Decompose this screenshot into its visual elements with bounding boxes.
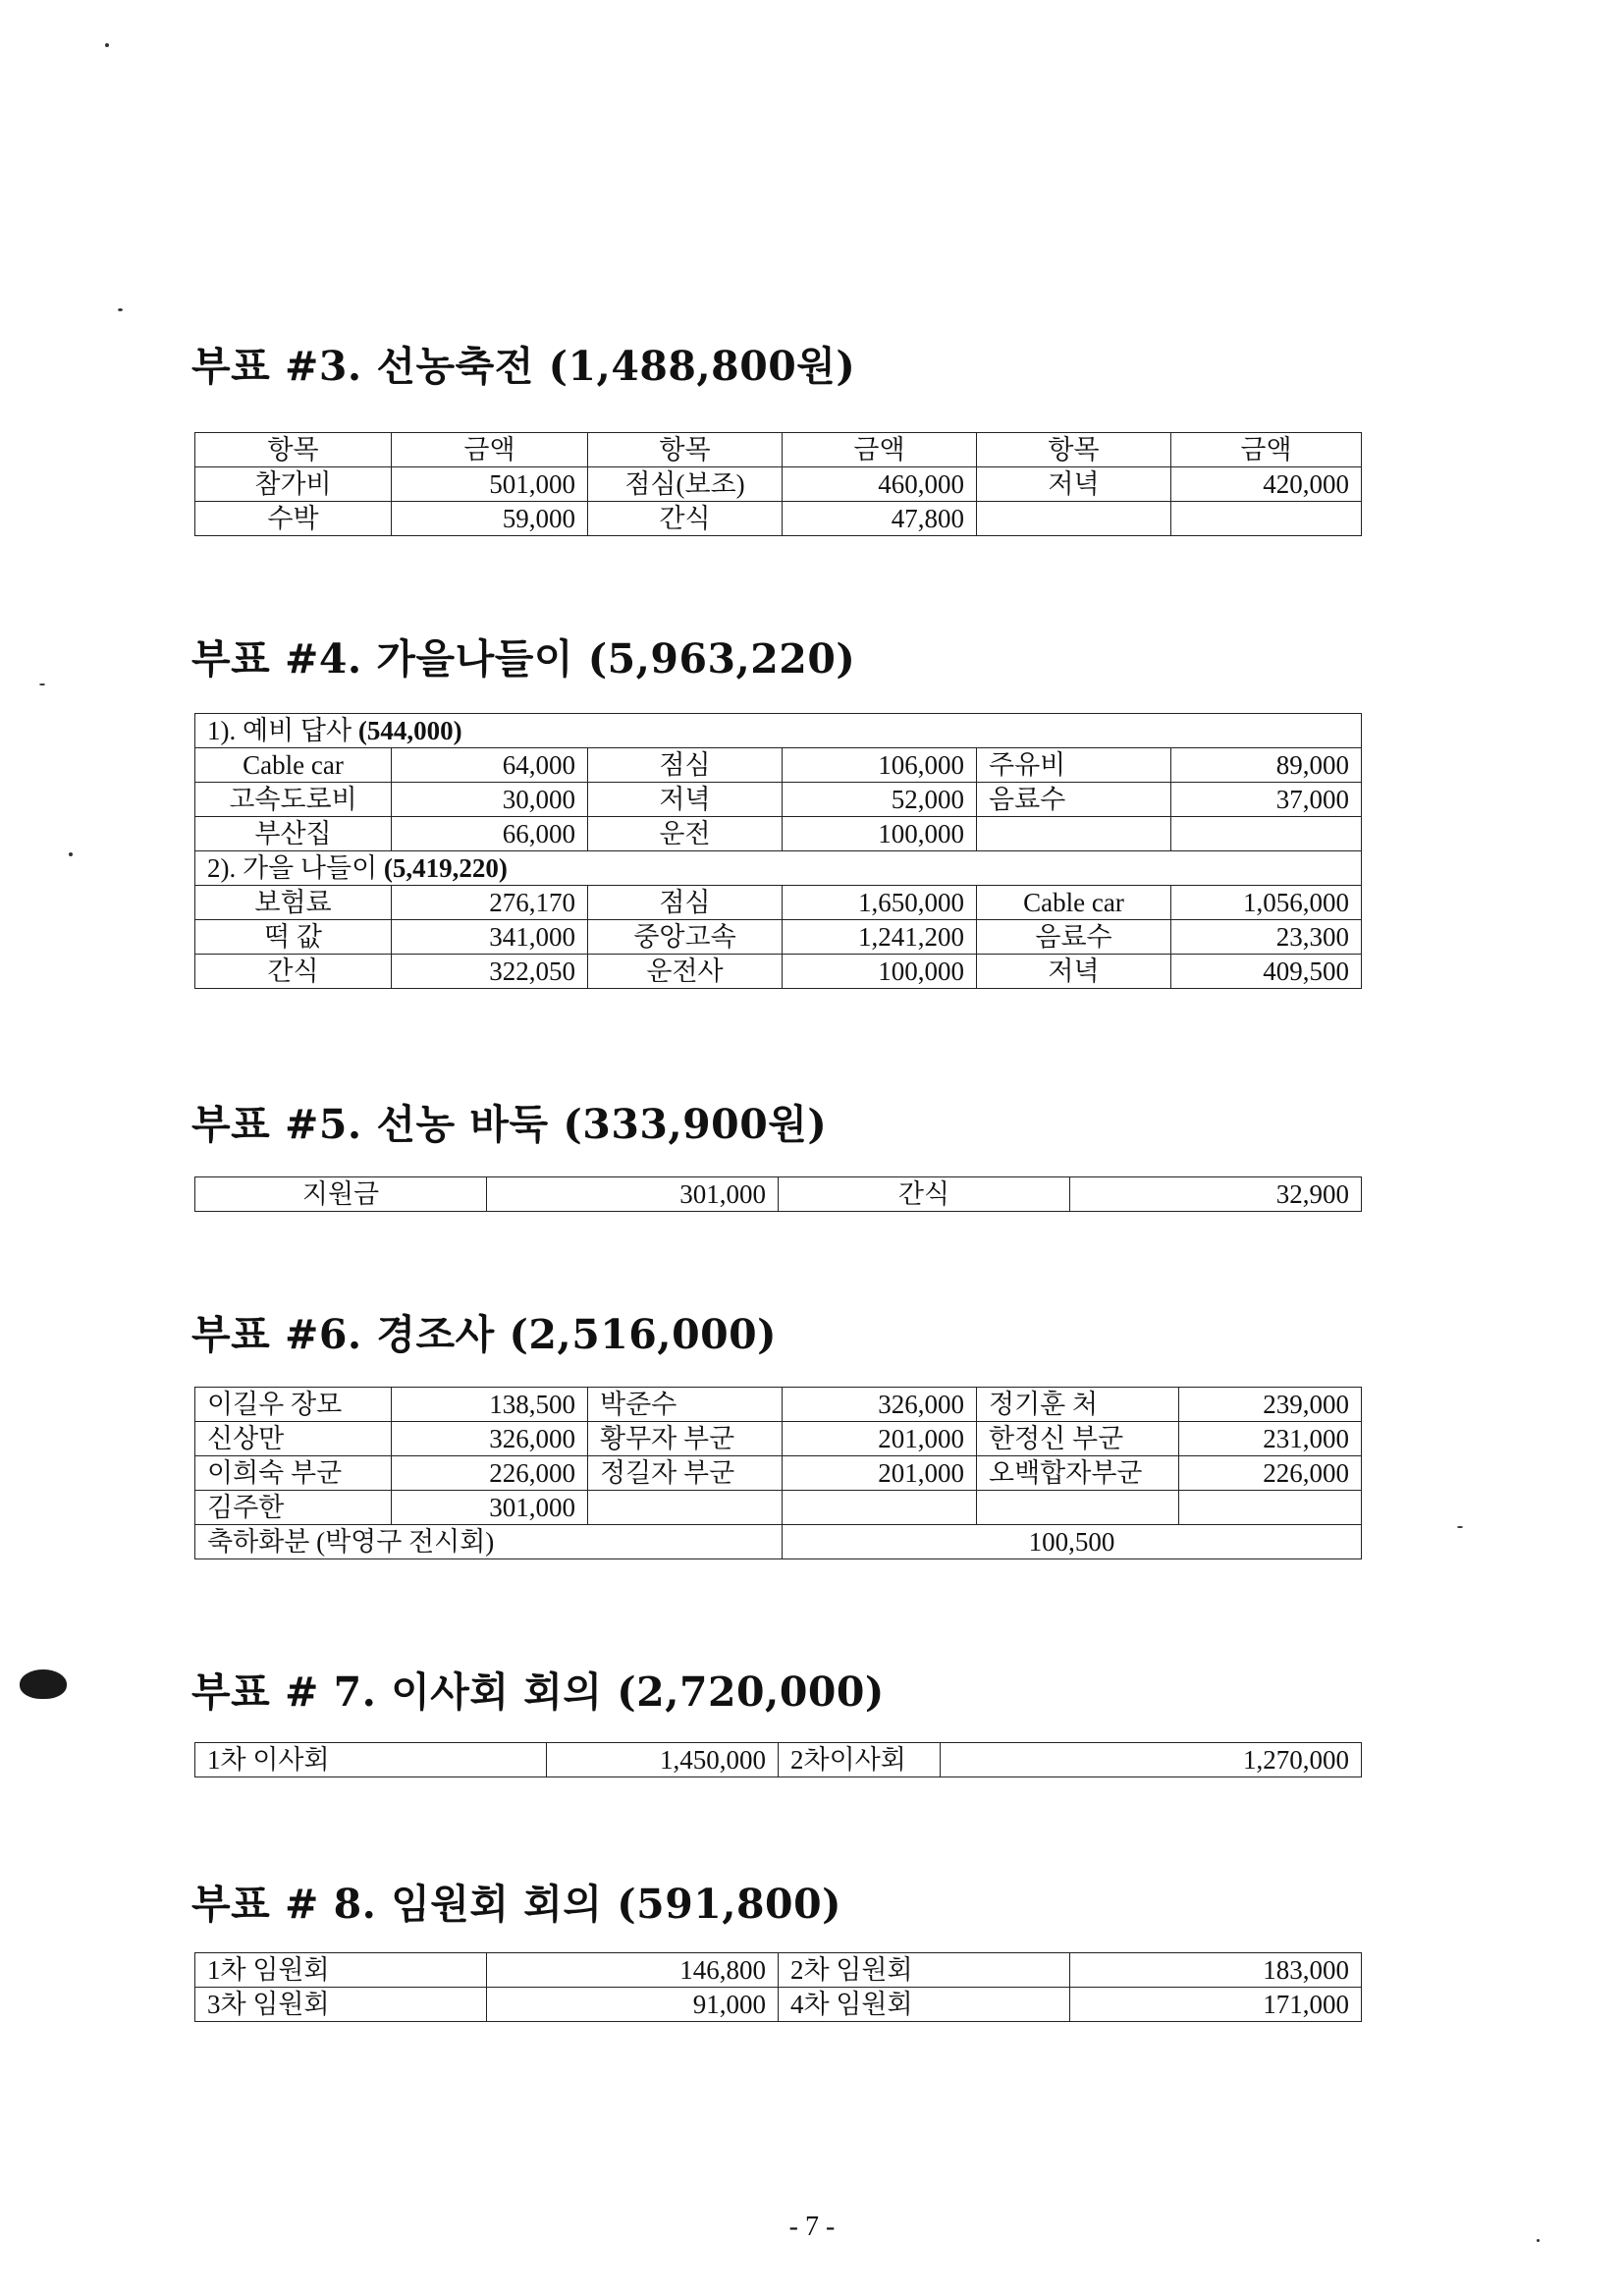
amount-cell xyxy=(783,1491,977,1525)
amount-cell: 276,170 xyxy=(392,886,588,920)
scan-speck xyxy=(69,852,73,856)
amount-cell: 106,000 xyxy=(783,748,977,783)
amount-cell: 91,000 xyxy=(487,1988,779,2022)
section-4-table xyxy=(194,713,1362,989)
item-cell: 저녁 xyxy=(977,955,1171,989)
header-cell: 항목 xyxy=(195,433,392,467)
amount-cell: 23,300 xyxy=(1171,920,1362,955)
amount-cell: 171,000 xyxy=(1070,1988,1362,2022)
item-cell: 보험료 xyxy=(195,886,392,920)
amount-cell: 1,241,200 xyxy=(783,920,977,955)
section-5-heading: 부표 #5. 선농 바둑 (333,900원) xyxy=(191,1101,828,1148)
item-cell: 간식 xyxy=(779,1177,1070,1212)
table-row xyxy=(195,1388,1362,1422)
item-cell: 저녁 xyxy=(588,783,783,817)
amount-cell: 1,450,000 xyxy=(547,1743,779,1777)
amount-cell: 183,000 xyxy=(1070,1953,1362,1988)
table-row xyxy=(195,1456,1362,1491)
item-cell: 황무자 부군 xyxy=(588,1422,783,1456)
item-cell: 수박 xyxy=(195,502,392,536)
table-row xyxy=(195,748,1362,783)
amount-cell: 52,000 xyxy=(783,783,977,817)
table-footer-row xyxy=(195,1525,1362,1559)
amount-cell: 138,500 xyxy=(392,1388,588,1422)
table-row xyxy=(195,955,1362,989)
item-cell: 이희숙 부군 xyxy=(195,1456,392,1491)
item-cell: 참가비 xyxy=(195,467,392,502)
item-cell: 운전 xyxy=(588,817,783,851)
scan-smudge xyxy=(20,1669,67,1699)
header-cell: 항목 xyxy=(977,433,1171,467)
amount-cell: 201,000 xyxy=(783,1456,977,1491)
amount-cell: 226,000 xyxy=(392,1456,588,1491)
scan-speck xyxy=(118,308,123,311)
item-cell xyxy=(977,817,1171,851)
item-cell: 저녁 xyxy=(977,467,1171,502)
table-row xyxy=(195,1422,1362,1456)
item-cell: 운전사 xyxy=(588,955,783,989)
amount-cell: 322,050 xyxy=(392,955,588,989)
amount-cell: 32,900 xyxy=(1070,1177,1362,1212)
amount-cell xyxy=(1171,817,1362,851)
table-row xyxy=(195,817,1362,851)
amount-cell: 66,000 xyxy=(392,817,588,851)
subsection-row xyxy=(195,714,1362,748)
table-row xyxy=(195,467,1362,502)
item-cell: 고속도로비 xyxy=(195,783,392,817)
table-row xyxy=(195,1953,1362,1988)
table-row xyxy=(195,1988,1362,2022)
section-7-table xyxy=(194,1742,1362,1777)
amount-cell: 146,800 xyxy=(487,1953,779,1988)
amount-cell: 64,000 xyxy=(392,748,588,783)
item-cell: 부산집 xyxy=(195,817,392,851)
table-row xyxy=(195,1491,1362,1525)
amount-cell: 460,000 xyxy=(783,467,977,502)
subsection-row xyxy=(195,851,1362,886)
item-cell: 한정신 부군 xyxy=(977,1422,1179,1456)
item-cell: 음료수 xyxy=(977,920,1171,955)
subsection-amount: (5,419,220) xyxy=(383,853,508,883)
item-cell: 오백합자부군 xyxy=(977,1456,1179,1491)
item-cell: 주유비 xyxy=(977,748,1171,783)
section-7-heading: 부표 # 7. 이사회 회의 (2,720,000) xyxy=(191,1668,885,1716)
amount-cell: 326,000 xyxy=(783,1388,977,1422)
item-cell: 박준수 xyxy=(588,1388,783,1422)
item-cell: 2차이사회 xyxy=(779,1743,941,1777)
table-row xyxy=(195,886,1362,920)
scan-speck xyxy=(105,43,109,47)
item-cell: 음료수 xyxy=(977,783,1171,817)
footer-amount-cell: 100,500 xyxy=(783,1525,1362,1559)
subsection-label: 2). 가을 나들이 xyxy=(207,853,384,883)
amount-cell: 301,000 xyxy=(392,1491,588,1525)
subsection-title xyxy=(195,714,1362,748)
item-cell: 점심 xyxy=(588,748,783,783)
section-3-heading: 부표 #3. 선농축전 (1,488,800원) xyxy=(191,343,856,390)
section-8-heading: 부표 # 8. 임원회 회의 (591,800) xyxy=(191,1881,842,1928)
amount-cell: 239,000 xyxy=(1179,1388,1362,1422)
amount-cell: 409,500 xyxy=(1171,955,1362,989)
subsection-amount: (544,000) xyxy=(357,716,462,745)
item-cell: 1차 이사회 xyxy=(195,1743,547,1777)
item-cell: 간식 xyxy=(588,502,783,536)
item-cell: 간식 xyxy=(195,955,392,989)
header-cell: 금액 xyxy=(1171,433,1362,467)
item-cell: 중앙고속 xyxy=(588,920,783,955)
table-row xyxy=(195,502,1362,536)
item-cell: 점심(보조) xyxy=(588,467,783,502)
item-cell: 정기훈 처 xyxy=(977,1388,1179,1422)
amount-cell: 89,000 xyxy=(1171,748,1362,783)
subsection-title xyxy=(195,851,1362,886)
amount-cell: 501,000 xyxy=(392,467,588,502)
item-cell: 떡 값 xyxy=(195,920,392,955)
page-number: - 7 - xyxy=(788,2212,836,2242)
amount-cell: 420,000 xyxy=(1171,467,1362,502)
amount-cell: 231,000 xyxy=(1179,1422,1362,1456)
amount-cell: 47,800 xyxy=(783,502,977,536)
amount-cell xyxy=(1171,502,1362,536)
item-cell: Cable car xyxy=(195,748,392,783)
section-6-heading: 부표 #6. 경조사 (2,516,000) xyxy=(191,1311,778,1358)
amount-cell: 341,000 xyxy=(392,920,588,955)
table-header-row xyxy=(195,433,1362,467)
item-cell xyxy=(977,1491,1179,1525)
table-row xyxy=(195,920,1362,955)
item-cell xyxy=(588,1491,783,1525)
item-cell: 4차 임원회 xyxy=(779,1988,1070,2022)
amount-cell: 1,270,000 xyxy=(941,1743,1362,1777)
section-5-table xyxy=(194,1176,1362,1212)
subsection-label: 1). 예비 답사 xyxy=(207,716,358,745)
item-cell: 신상만 xyxy=(195,1422,392,1456)
item-cell: 이길우 장모 xyxy=(195,1388,392,1422)
table-row xyxy=(195,1743,1362,1777)
header-cell: 항목 xyxy=(588,433,783,467)
scan-speck xyxy=(39,683,45,685)
section-6-table xyxy=(194,1387,1362,1559)
amount-cell: 1,650,000 xyxy=(783,886,977,920)
footer-label-cell: 축하화분 (박영구 전시회) xyxy=(195,1525,783,1559)
item-cell: 김주한 xyxy=(195,1491,392,1525)
amount-cell: 37,000 xyxy=(1171,783,1362,817)
item-cell: Cable car xyxy=(977,886,1171,920)
amount-cell: 59,000 xyxy=(392,502,588,536)
header-cell: 금액 xyxy=(783,433,977,467)
section-8-table xyxy=(194,1952,1362,2022)
table-row xyxy=(195,1177,1362,1212)
amount-cell: 30,000 xyxy=(392,783,588,817)
amount-cell: 201,000 xyxy=(783,1422,977,1456)
item-cell: 지원금 xyxy=(195,1177,487,1212)
item-cell xyxy=(977,502,1171,536)
amount-cell xyxy=(1179,1491,1362,1525)
item-cell: 점심 xyxy=(588,886,783,920)
scan-speck xyxy=(1457,1526,1463,1528)
amount-cell: 100,000 xyxy=(783,817,977,851)
amount-cell: 326,000 xyxy=(392,1422,588,1456)
section-4-heading: 부표 #4. 가을나들이 (5,963,220) xyxy=(191,635,856,683)
amount-cell: 1,056,000 xyxy=(1171,886,1362,920)
amount-cell: 100,000 xyxy=(783,955,977,989)
section-3-table xyxy=(194,432,1362,536)
amount-cell: 301,000 xyxy=(487,1177,779,1212)
item-cell: 3차 임원회 xyxy=(195,1988,487,2022)
item-cell: 2차 임원회 xyxy=(779,1953,1070,1988)
item-cell: 1차 임원회 xyxy=(195,1953,487,1988)
table-row xyxy=(195,783,1362,817)
amount-cell: 226,000 xyxy=(1179,1456,1362,1491)
header-cell: 금액 xyxy=(392,433,588,467)
item-cell: 정길자 부군 xyxy=(588,1456,783,1491)
